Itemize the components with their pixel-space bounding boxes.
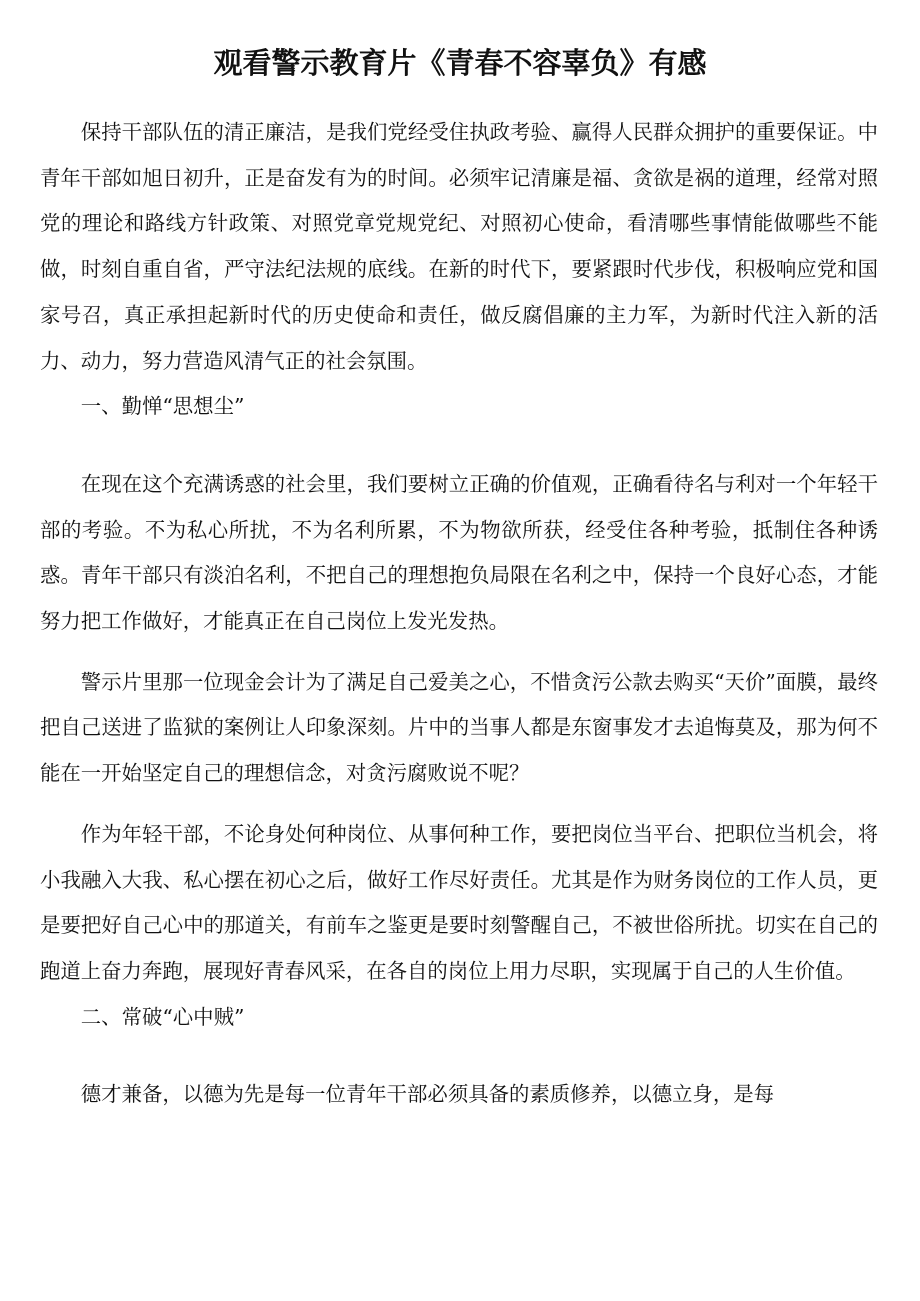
document-title: 观看警示教育片《青春不容辜负》有感	[213, 46, 707, 80]
document-body	[40, 110, 878, 1118]
section-heading-2: 二、常破“心中贼”	[80, 1004, 245, 1029]
section-heading-1: 一、勤惮“思想尘”	[80, 394, 245, 419]
paragraph-values: 在现在这个充满诱惑的社会里，我们要树立正确的价值观，正确看待名与利对一个年轻干部的考验。不为私心所扰，不为名利所累，不为物欲所获，经受住各种考验，抵制住各种诱惑。青年干部只有淡泊名利，不把自己的理想抱负局限在名利之中，保持一个良好心态，才能努力把工作做好，才能真正在自己岗位上发光发热。	[40, 471, 878, 634]
paragraph-young-cadres: 作为年轻干部，不论身处何种岗位、从事何种工作，要把岗位当平台、把职位当机会，将小我融入大我、私心摆在初心之后，做好工作尽好责任。尤其是作为财务岗位的工作人员，更是要把好自己心中的那道关，有前车之鉴更是要时刻警醒自己，不被世俗所扰。切实在自己的跑道上奋力奔跑，展现好青春风采，在各自的岗位上用力尽职，实现属于自己的人生价值。	[40, 821, 878, 983]
paragraph-virtue: 德才兼备，以德为先是每一位青年干部必须具备的素质修养，以德立身，是每	[80, 1082, 775, 1107]
paragraph-intro: 保持干部队伍的清正廉洁，是我们党经受住执政考验、赢得人民群众拥护的重要保证。中青年干部如旭日初升，正是奋发有为的时间。必须牢记清廉是福、贪欲是祸的道理，经常对照党的理论和路线方针政策、对照党章党规党纪、对照初心使命，看清哪些事情能做哪些不能做，时刻自重自省，严守法纪法规的底线。在新的时代下，要紧跟时代步伐，积极响应党和国家号召，真正承担起新时代的历史使命和责任，做反腐倡廉的主力军，为新时代注入新的活力、动力，努力营造风清气正的社会氛围。	[40, 120, 878, 373]
paragraph-case-example: 警示片里那一位现金会计为了满足自己爱美之心，不惜贪污公款去购买“天价”面膜，最终把自己送进了监狱的案例让人印象深刻。片中的当事人都是东窗事发才去追悔莫及，那为何不能在一开始坚定自己的理想信念，对贪污腐败说不呢？	[40, 669, 878, 786]
